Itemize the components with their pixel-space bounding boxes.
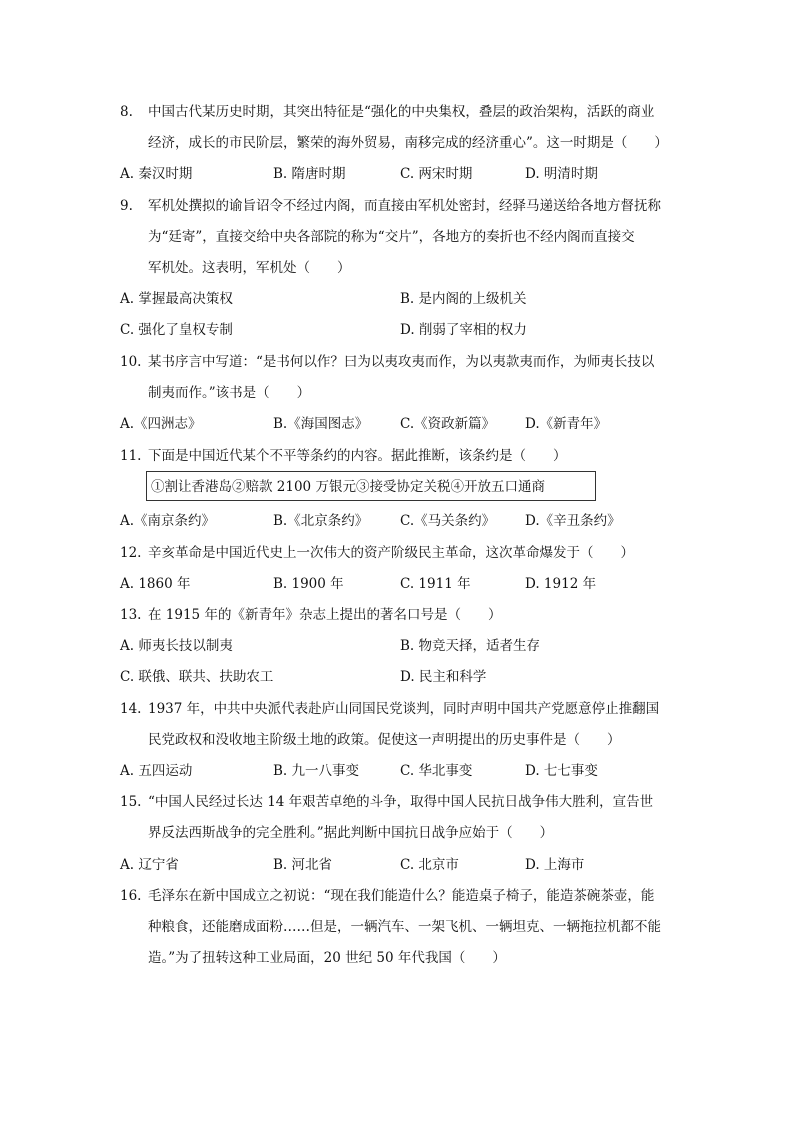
options-9-row2 bbox=[120, 320, 680, 340]
question-text-line: 制夷而作。”该书是（ ） bbox=[148, 385, 311, 401]
option-a[interactable]: A.《四洲志》 bbox=[120, 416, 202, 432]
options-13-row1 bbox=[120, 636, 680, 656]
options-11 bbox=[120, 511, 680, 531]
question-text-line: 造。”为了扭转这种工业局面，20 世纪 50 年代我国（ ） bbox=[148, 950, 506, 966]
treaty-content-text: ①割让香港岛②赔款 2100 万银元③接受协定关税④开放五口通商 bbox=[151, 479, 545, 495]
option-c[interactable]: C. 1911 年 bbox=[400, 576, 471, 592]
option-b[interactable]: B. 是内阁的上级机关 bbox=[400, 291, 527, 307]
options-8 bbox=[120, 164, 680, 184]
question-number: 9. bbox=[120, 198, 133, 214]
option-d[interactable]: D. 上海市 bbox=[525, 857, 585, 873]
question-text-line: 某书序言中写道：“是书何以作？曰为以夷攻夷而作，为以夷款夷而作，为师夷长技以 bbox=[148, 354, 655, 370]
question-text-line: 中国古代某历史时期，其突出特征是“强化的中央集权，叠层的政治架构，活跃的商业 bbox=[148, 104, 655, 120]
options-14 bbox=[120, 761, 680, 781]
question-text-line: 种粮食，还能磨成面粉……但是，一辆汽车、一架飞机、一辆坦克、一辆拖拉机都不能 bbox=[148, 919, 661, 935]
option-c[interactable]: C.《资政新篇》 bbox=[400, 416, 496, 432]
option-c[interactable]: C. 强化了皇权专制 bbox=[120, 322, 233, 338]
question-number: 14. bbox=[120, 701, 142, 717]
options-12 bbox=[120, 574, 680, 594]
option-d[interactable]: D. 1912 年 bbox=[525, 576, 597, 592]
question-text-line: 辛亥革命是中国近代史上一次伟大的资产阶级民主革命，这次革命爆发于（ ） bbox=[148, 545, 634, 561]
question-text-line: 军机处。这表明，军机处（ ） bbox=[148, 260, 351, 276]
question-number: 13. bbox=[120, 607, 142, 623]
question-text-line: 1937 年，中共中央派代表赴庐山同国民党谈判，同时声明中国共产党愿意停止推翻国 bbox=[148, 701, 660, 717]
options-10 bbox=[120, 414, 680, 434]
option-b[interactable]: B. 1900 年 bbox=[273, 576, 344, 592]
option-d[interactable]: D. 七七事变 bbox=[525, 763, 598, 779]
options-13-row2 bbox=[120, 667, 680, 687]
question-number: 12. bbox=[120, 545, 142, 561]
option-d[interactable]: D. 民主和科学 bbox=[400, 669, 487, 685]
option-a[interactable]: A. 师夷长技以制夷 bbox=[120, 638, 233, 654]
question-number: 11. bbox=[120, 448, 142, 464]
option-c[interactable]: C. 华北事变 bbox=[400, 763, 473, 779]
question-text-line: 下面是中国近代某个不平等条约的内容。据此推断，该条约是（ ） bbox=[148, 448, 567, 464]
option-b[interactable]: B. 九一八事变 bbox=[273, 763, 360, 779]
option-a[interactable]: A. 五四运动 bbox=[120, 763, 193, 779]
option-a[interactable]: A. 辽宁省 bbox=[120, 857, 179, 873]
option-c[interactable]: C. 两宋时期 bbox=[400, 166, 473, 182]
option-d[interactable]: D. 削弱了宰相的权力 bbox=[400, 322, 527, 338]
question-text-line: 为“廷寄”，直接交给中央各部院的称为“交片”，各地方的奏折也不经内阁而直接交 bbox=[148, 229, 635, 245]
options-9-row1 bbox=[120, 289, 680, 309]
question-number: 15. bbox=[120, 794, 142, 810]
question-text-line: 军机处撰拟的谕旨诏令不经过内阁，而直接由军机处密封，经驿马递送给各地方督抚称 bbox=[148, 198, 661, 214]
question-number: 8. bbox=[120, 104, 133, 120]
question-text-line: 界反法西斯战争的完全胜利。”据此判断中国抗日战争应始于（ ） bbox=[148, 825, 554, 841]
question-text-line: 毛泽东在新中国成立之初说：“现在我们能造什么？能造桌子椅子，能造茶碗茶壶，能 bbox=[148, 888, 655, 904]
option-b[interactable]: B.《北京条约》 bbox=[273, 513, 369, 529]
option-a[interactable]: A. 1860 年 bbox=[120, 576, 191, 592]
option-d[interactable]: D. 明清时期 bbox=[525, 166, 598, 182]
option-c[interactable]: C. 北京市 bbox=[400, 857, 459, 873]
option-c[interactable]: C.《马关条约》 bbox=[400, 513, 496, 529]
question-number: 10. bbox=[120, 354, 142, 370]
question-text-line: 在 1915 年的《新青年》杂志上提出的著名口号是（ ） bbox=[148, 607, 502, 623]
option-b[interactable]: B.《海国图志》 bbox=[273, 416, 369, 432]
options-15 bbox=[120, 855, 680, 875]
question-text-line: 经济，成长的市民阶层，繁荣的海外贸易，南移完成的经济重心”。这一时期是（ ） bbox=[148, 135, 668, 151]
option-a[interactable]: A.《南京条约》 bbox=[120, 513, 216, 529]
option-b[interactable]: B. 隋唐时期 bbox=[273, 166, 346, 182]
option-a[interactable]: A. 掌握最高决策权 bbox=[120, 291, 233, 307]
option-d[interactable]: D.《新青年》 bbox=[525, 416, 608, 432]
question-number: 16. bbox=[120, 888, 142, 904]
question-text-line: “中国人民经过长达 14 年艰苦卓绝的斗争，取得中国人民抗日战争伟大胜利，宣告世 bbox=[148, 794, 654, 810]
option-a[interactable]: A. 秦汉时期 bbox=[120, 166, 193, 182]
option-c[interactable]: C. 联俄、联共、扶助农工 bbox=[120, 669, 274, 685]
option-b[interactable]: B. 河北省 bbox=[273, 857, 333, 873]
question-text-line: 民党政权和没收地主阶级土地的政策。促使这一声明提出的历史事件是（ ） bbox=[148, 732, 621, 748]
option-d[interactable]: D.《辛丑条约》 bbox=[525, 513, 621, 529]
option-b[interactable]: B. 物竞天择，适者生存 bbox=[400, 638, 541, 654]
treaty-content-box bbox=[146, 471, 596, 501]
